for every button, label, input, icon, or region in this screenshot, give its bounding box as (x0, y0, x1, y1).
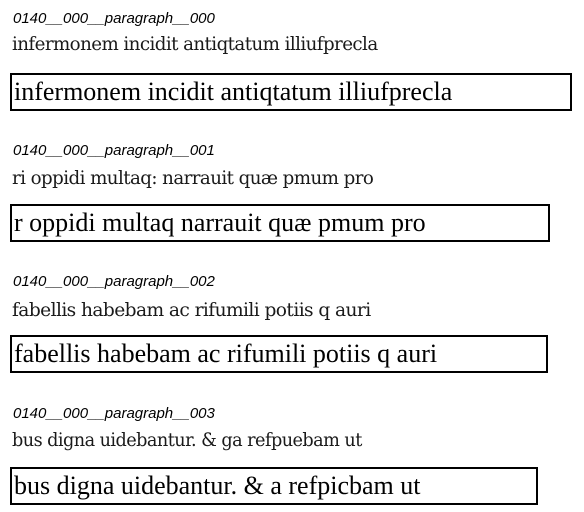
handwritten-line-image: fabellis habebam ac rifumili potiis q auri (12, 299, 371, 321)
line-id-label: 0140__000__paragraph__003 (13, 405, 215, 422)
handwritten-line-image: ri oppidi multaq: narrauit quæ pmum pro (12, 167, 374, 189)
handwritten-line-image: bus digna uidebantur. & ga refpuebam ut (12, 429, 362, 451)
handwritten-line-image: infermonem incidit antiqtatum illiufprecla (12, 33, 378, 55)
line-id-label: 0140__000__paragraph__001 (13, 142, 215, 159)
line-id-label: 0140__000__paragraph__002 (13, 273, 215, 290)
transcription-box[interactable]: r oppidi multaq narrauit quæ pmum pro (10, 204, 550, 242)
transcription-box[interactable]: bus digna uidebantur. & a refpicbam ut (10, 467, 538, 505)
transcription-box[interactable]: infermonem incidit antiqtatum illiufprecla (10, 73, 572, 111)
line-id-label: 0140__000__paragraph__000 (13, 10, 215, 27)
transcription-box[interactable]: fabellis habebam ac rifumili potiis q auri (10, 335, 548, 373)
